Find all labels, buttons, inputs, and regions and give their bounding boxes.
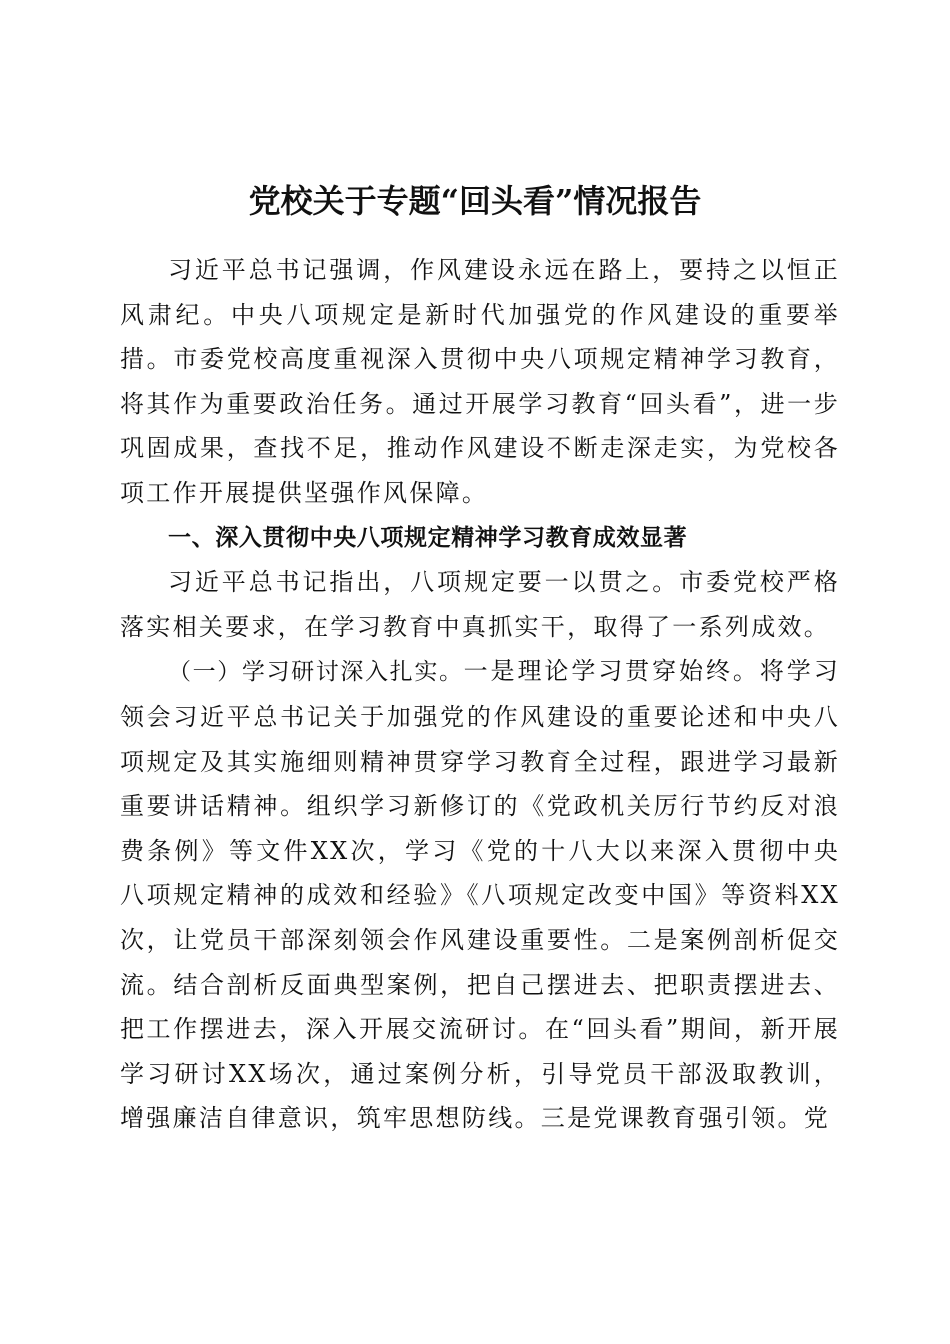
subsection-heading: （一）学习研讨深入扎实。 bbox=[168, 659, 464, 686]
document-title: 党校关于专题“回头看”情况报告 bbox=[248, 182, 702, 220]
document-body bbox=[120, 248, 840, 1141]
section-heading: 一、深入贯彻中央八项规定精神学习教育成效显著 bbox=[168, 524, 688, 551]
section-intro-paragraph: 习近平总书记指出，八项规定要一以贯之。市委党校严格落实相关要求，在学习教育中真抓实干，取得了一系列成效。 bbox=[120, 568, 840, 641]
intro-paragraph: 习近平总书记强调，作风建设永远在路上，要持之以恒正风肃纪。中央八项规定是新时代加强党的作风建设的重要举措。市委党校高度重视深入贯彻中央八项规定精神学习教育，将其作为重要政治任务。通过开展学习教育“回头看”，进一步巩固成果，查找不足，推动作风建设不断走深走实，为党校各项工作开展提供坚强作风保障。 bbox=[120, 256, 840, 507]
subsection-body-text: 一是理论学习贯穿始终。将学习领会习近平总书记关于加强党的作风建设的重要论述和中央八项规定及其实施细则精神贯穿学习教育全过程，跟进学习最新重要讲话精神。组织学习新修订的《党政机关厉行节约反对浪费条例》等文件XX次，学习《党的十八大以来深入贯彻中央八项规定精神的成效和经验》《八项规定改变中国》等资料XX次，让党员干部深刻领会作风建设重要性。二是案例剖析促交流。结合剖析反面典型案例，把自己摆进去、把职责摆进去、把工作摆进去，深入开展交流研讨。在“回头看”期间，新开展学习研讨XX场次，通过案例分析，引导党员干部汲取教训，增强廉洁自律意识，筑牢思想防线。三是党课教育强引领。党 bbox=[120, 657, 841, 1133]
subsection-paragraph bbox=[120, 649, 840, 1141]
